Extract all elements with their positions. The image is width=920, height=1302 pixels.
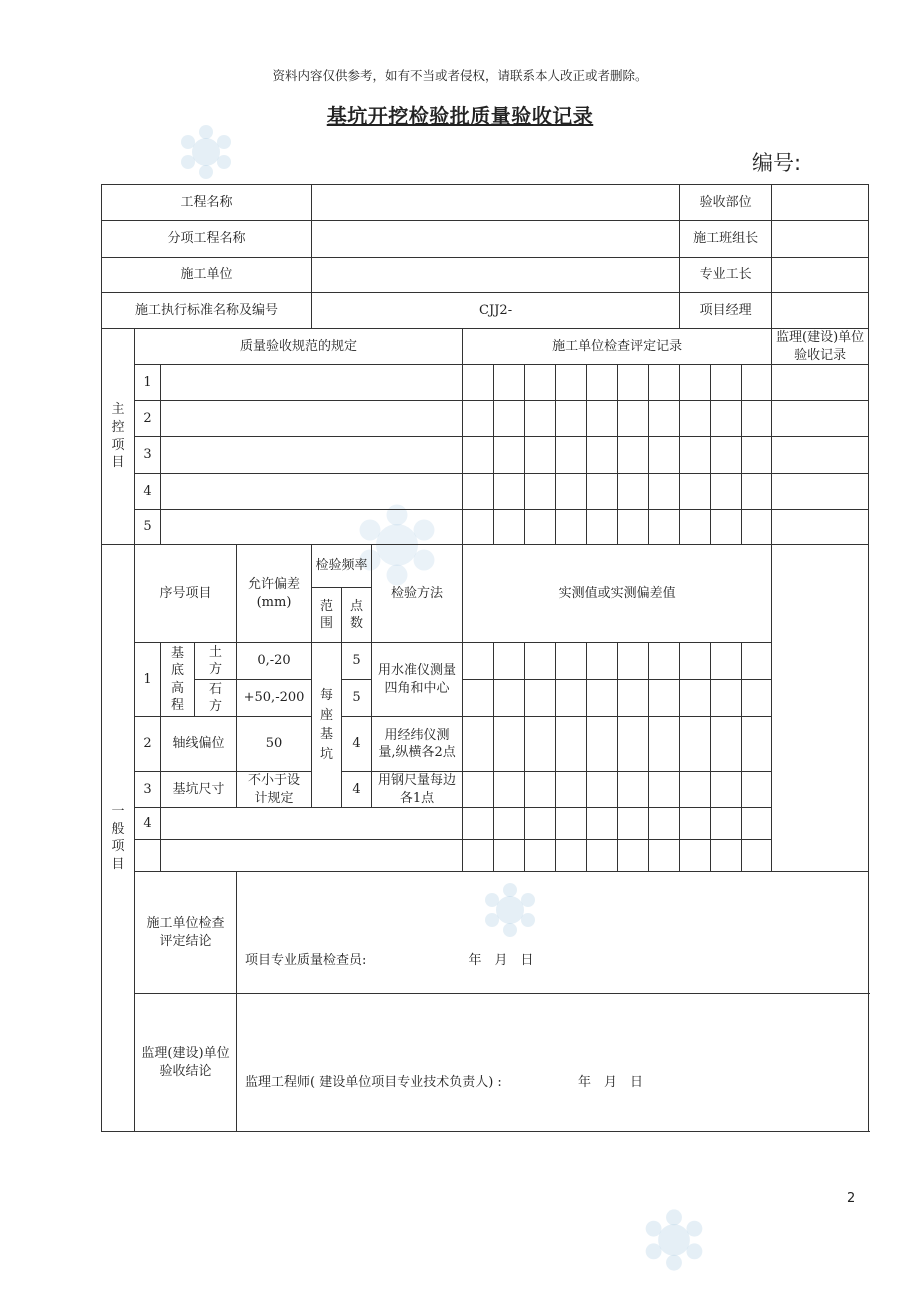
item-number: 4 bbox=[135, 808, 161, 840]
watermark-logo-icon bbox=[176, 122, 236, 182]
sub-project-name-value[interactable] bbox=[312, 221, 680, 258]
frequency-header: 检验频率 bbox=[312, 545, 372, 588]
item-name: 基坑尺寸 bbox=[161, 772, 237, 808]
points-value: 4 bbox=[342, 772, 372, 808]
team-leader-value[interactable] bbox=[772, 221, 869, 258]
item-sub-type: 石方 bbox=[195, 680, 237, 717]
method-value: 用经纬仪测量,纵横各2点 bbox=[372, 717, 463, 772]
table-row bbox=[102, 717, 869, 772]
quality-inspector-label: 项目专业质量检查员: bbox=[245, 952, 367, 968]
supervision-conclusion-label: 监理(建设)单位验收结论 bbox=[135, 994, 237, 1132]
general-section-label: 一般项目 bbox=[102, 545, 135, 1132]
table-row bbox=[102, 293, 869, 329]
main-row-number: 2 bbox=[135, 401, 161, 437]
main-row-number: 1 bbox=[135, 365, 161, 401]
points-value: 5 bbox=[342, 643, 372, 680]
measured-values-header: 实测值或实测偏差值 bbox=[463, 545, 772, 643]
table-row bbox=[102, 401, 869, 437]
item-name: 轴线偏位 bbox=[161, 717, 237, 772]
spec-header: 质量验收规范的规定 bbox=[135, 329, 463, 365]
item-number: 1 bbox=[135, 643, 161, 717]
construction-conclusion-cell[interactable] bbox=[237, 872, 869, 994]
foreman-label: 专业工长 bbox=[680, 258, 772, 293]
item-sub-type: 土方 bbox=[195, 643, 237, 680]
item-name: 基底高程 bbox=[161, 643, 195, 717]
project-manager-value[interactable] bbox=[772, 293, 869, 329]
table-row bbox=[102, 680, 869, 717]
range-header: 范围 bbox=[312, 588, 342, 643]
watermark-logo-icon bbox=[640, 1206, 708, 1274]
project-name-label: 工程名称 bbox=[102, 185, 312, 221]
item-number: 2 bbox=[135, 717, 161, 772]
table-row bbox=[102, 994, 869, 1132]
table-row bbox=[102, 365, 869, 401]
sub-project-name-label: 分项工程名称 bbox=[102, 221, 312, 258]
acceptance-part-label: 验收部位 bbox=[680, 185, 772, 221]
tolerance-value: 不小于设计规定 bbox=[237, 772, 312, 808]
main-row-number: 4 bbox=[135, 474, 161, 510]
item-number: 3 bbox=[135, 772, 161, 808]
standard-name-label: 施工执行标准名称及编号 bbox=[102, 293, 312, 329]
construction-date-label: 年 月 日 bbox=[468, 952, 534, 968]
table-row bbox=[102, 840, 869, 872]
construction-unit-label: 施工单位 bbox=[102, 258, 312, 293]
main-row-number: 3 bbox=[135, 437, 161, 474]
method-value: 用水准仪测量四角和中心 bbox=[372, 643, 463, 717]
construction-unit-value[interactable] bbox=[312, 258, 680, 293]
table-row bbox=[102, 258, 869, 293]
team-leader-label: 施工班组长 bbox=[680, 221, 772, 258]
method-header: 检验方法 bbox=[372, 545, 463, 643]
project-name-value[interactable] bbox=[312, 185, 680, 221]
table-row bbox=[102, 643, 869, 680]
table-row bbox=[102, 545, 869, 588]
table-row bbox=[102, 872, 869, 994]
standard-code-value: CJJ2- bbox=[312, 293, 680, 329]
foreman-value[interactable] bbox=[772, 258, 869, 293]
table-row bbox=[102, 474, 869, 510]
table-row bbox=[102, 772, 869, 808]
table-row bbox=[102, 329, 869, 365]
disclaimer-text: 资料内容仅供参考，如有不当或者侵权，请联系本人改正或者删除。 bbox=[272, 68, 648, 83]
table-row bbox=[102, 437, 869, 474]
acceptance-part-value[interactable] bbox=[772, 185, 869, 221]
main-control-section-label: 主控项目 bbox=[102, 329, 135, 545]
inspection-record-table bbox=[101, 184, 869, 1132]
points-value: 5 bbox=[342, 680, 372, 717]
tolerance-header: 允许偏差(mm) bbox=[237, 545, 312, 643]
table-row bbox=[102, 185, 869, 221]
main-row-number: 5 bbox=[135, 510, 161, 545]
supervision-general-cell[interactable] bbox=[772, 545, 869, 872]
table-row bbox=[102, 510, 869, 545]
points-value: 4 bbox=[342, 717, 372, 772]
tolerance-value: 0,-20 bbox=[237, 643, 312, 680]
construction-conclusion-label: 施工单位检查评定结论 bbox=[135, 872, 237, 994]
table-row bbox=[102, 808, 869, 840]
range-value: 每座基坑 bbox=[312, 643, 342, 808]
tolerance-value: 50 bbox=[237, 717, 312, 772]
method-value: 用钢尺量每边各1点 bbox=[372, 772, 463, 808]
document-title: 基坑开挖检验批质量验收记录 bbox=[326, 104, 594, 128]
tolerance-value: +50,-200 bbox=[237, 680, 312, 717]
supervision-conclusion-cell[interactable] bbox=[237, 994, 869, 1132]
seq-item-header: 序号项目 bbox=[135, 545, 237, 643]
supervision-acceptance-header: 监理(建设)单位验收记录 bbox=[772, 329, 869, 365]
points-header: 点数 bbox=[342, 588, 372, 643]
supervising-engineer-label: 监理工程师( 建设单位项目专业技术负责人) : bbox=[245, 1074, 502, 1090]
table-row bbox=[102, 221, 869, 258]
document-number-label: 编号: bbox=[752, 151, 802, 175]
supervision-date-label: 年 月 日 bbox=[577, 1074, 643, 1090]
page-number: 2 bbox=[847, 1191, 856, 1206]
project-manager-label: 项目经理 bbox=[680, 293, 772, 329]
construction-check-header: 施工单位检查评定记录 bbox=[463, 329, 772, 365]
